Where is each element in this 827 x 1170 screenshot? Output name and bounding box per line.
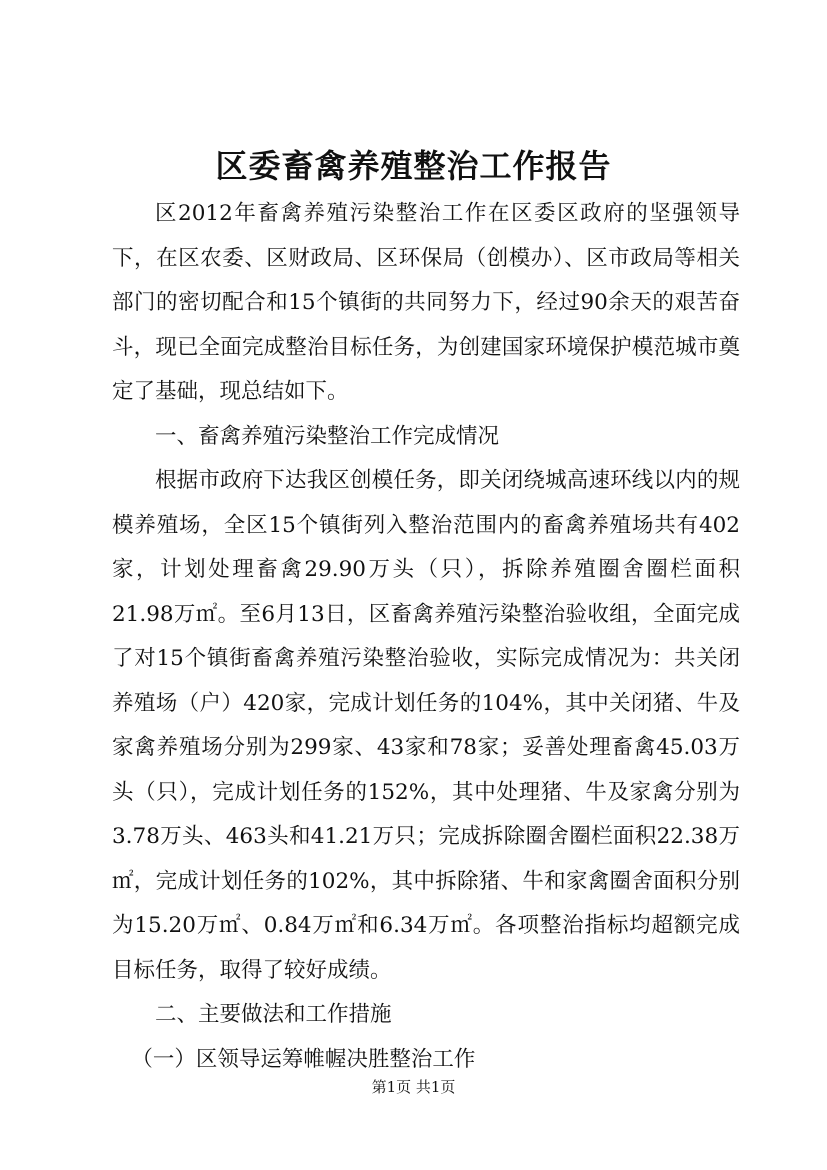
document-body — [112, 192, 740, 1082]
section-heading-1: 一、畜禽养殖污染整治工作完成情况 — [155, 423, 500, 449]
document-title: 区委畜禽养殖整治工作报告 — [215, 147, 612, 185]
intro-paragraph: 区2012年畜禽养殖污染整治工作在区委区政府的坚强领导下，在区农委、区财政局、区环保局（创模办）、区市政局等相关部门的密切配合和15个镇街的共同努力下，经过90余天的艰苦奋斗，现已全面完成整治目标任务，为创建国家环境保护模范城市奠定了基础，现总结如下。 — [112, 201, 740, 404]
subsection-heading-1: （一）区领导运筹帷幄决胜整治工作 — [131, 1046, 476, 1072]
results-paragraph: 根据市政府下达我区创模任务，即关闭绕城高速环线以内的规模养殖场，全区15个镇街列入整治范围内的畜禽养殖场共有402家，计划处理畜禽29.90万头（只），拆除养殖圈舍圈栏面积21.98万㎡。至6月13日，区畜禽养殖污染整治验收组，全面完成了对15个镇街畜禽养殖污染整治验收，实际完成情况为：共关闭养殖场（户）420家，完成计划任务的104%，其中关闭猪、牛及家禽养殖场分别为299家、43家和78家；妥善处理畜禽45.03万头（只），完成计划任务的152%，其中处理猪、牛及家禽分别为3.78万头、463头和41.21万只；完成拆除圈舍圈栏面积22.38万㎡，完成计划任务的102%，其中拆除猪、牛和家禽圈舍面积分别为15.20万㎡、0.84万㎡和6.34万㎡。各项整治指标均超额完成目标任务，取得了较好成绩。 — [112, 468, 740, 983]
section-heading-2: 二、主要做法和工作措施 — [155, 1002, 392, 1027]
page-number-footer: 第1页 共1页 — [371, 1078, 456, 1096]
